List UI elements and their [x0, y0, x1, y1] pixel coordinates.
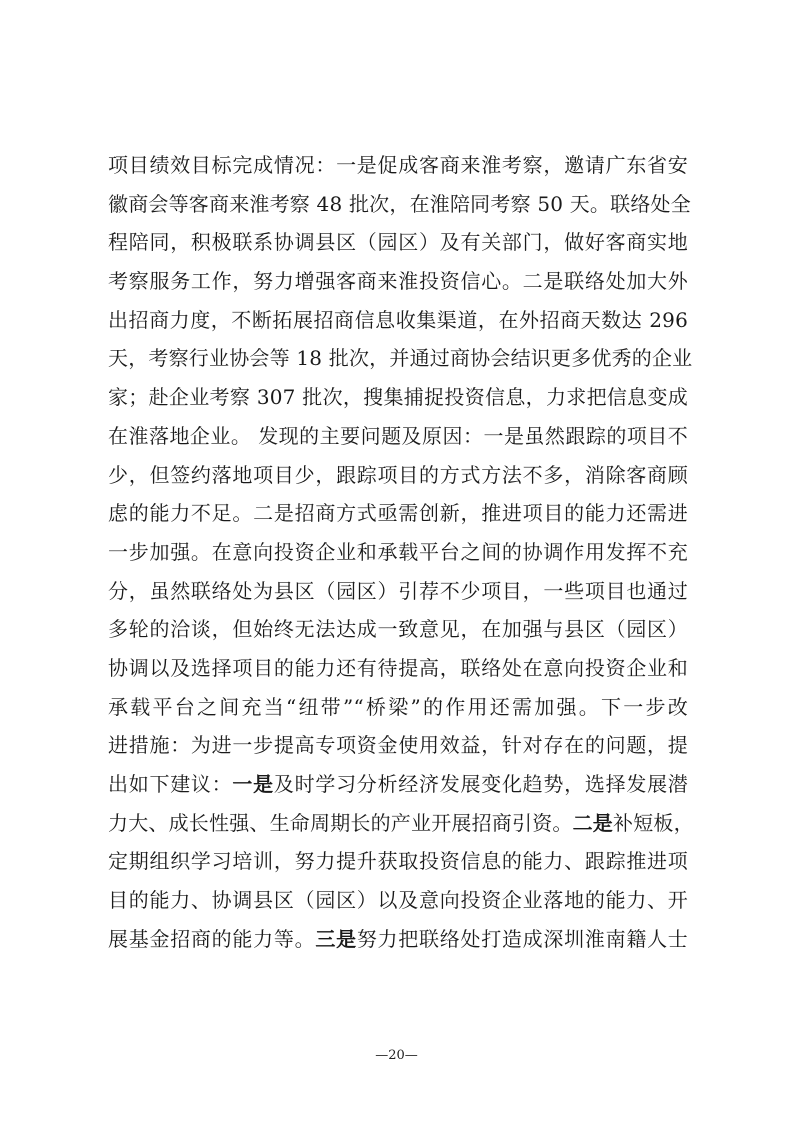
emphasis-first: 一是: [232, 772, 274, 796]
text-line-20: 目的能力、协调县区（园区）以及意向投资企业落地的能力、开: [108, 888, 688, 913]
text-line-21-end: 努力把联络处打造成深圳淮南籍人士: [356, 926, 689, 951]
text-line-1: 项目绩效目标完成情况：一是促成客商来淮考察，邀请广东省安: [108, 153, 688, 177]
text-line-18-start: 力大、成长性强、生命周期长的产业开展招商引资。: [108, 810, 573, 835]
text-line-5: 出招商力度，不断拓展招商信息收集渠道，在外招商天数达 296: [108, 307, 688, 332]
text-line-19: 定期组织学习培训，努力提升获取投资信息的能力、跟踪推进项: [108, 849, 688, 874]
text-line-17: [108, 765, 688, 804]
text-line-14: 协调以及选择项目的能力还有待提高，联络处在意向投资企业和: [108, 655, 688, 680]
text-line-8: 在淮落地企业。 发现的主要问题及原因：一是虽然跟踪的项目不: [108, 423, 688, 448]
text-line-13: 多轮的洽谈，但始终无法达成一致意见，在加强与县区（园区）: [108, 617, 688, 642]
text-line-10: 虑的能力不足。二是招商方式亟需创新，推进项目的能力还需进: [108, 501, 688, 526]
text-line-18-end: 补短板，: [613, 810, 694, 835]
text-line-3: 程陪同，积极联系协调县区（园区）及有关部门，做好客商实地: [108, 230, 688, 255]
emphasis-third: 三是: [315, 926, 357, 951]
emphasis-second: 二是: [572, 810, 614, 835]
text-line-21-start: 展基金招商的能力等。: [108, 926, 316, 951]
text-line-17-end: 及时学习分析经济发展变化趋势，选择发展潜: [273, 772, 689, 796]
text-line-21: [108, 920, 688, 959]
text-line-12: 分，虽然联络处为县区（园区）引荐不少项目，一些项目也通过: [108, 578, 688, 603]
text-line-9: 少，但签约落地项目少，跟踪项目的方式方法不多，消除客商顾: [108, 462, 688, 487]
text-line-15: 承载平台之间充当“纽带”“桥梁”的作用还需加强。下一步改: [108, 694, 688, 719]
text-line-18: [108, 804, 694, 843]
body-text: [108, 146, 694, 958]
text-line-4: 考察服务工作，努力增强客商来淮投资信心。二是联络处加大外: [108, 269, 688, 294]
text-line-17-start: 出如下建议：: [108, 772, 233, 796]
text-line-7: 家；赴企业考察 307 批次，搜集捕捉投资信息，力求把信息变成: [108, 385, 688, 410]
text-line-2: 徽商会等客商来淮考察 48 批次，在淮陪同考察 50 天。联络处全: [108, 191, 691, 216]
text-line-16: 进措施：为进一步提高专项资金使用效益，针对存在的问题，提: [108, 733, 688, 758]
text-line-6: 天，考察行业协会等 18 批次，并通过商协会结识更多优秀的企业: [108, 346, 693, 371]
text-line-11: 一步加强。在意向投资企业和承载平台之间的协调作用发挥不充: [108, 539, 688, 564]
page-number: —20—: [375, 1048, 418, 1063]
